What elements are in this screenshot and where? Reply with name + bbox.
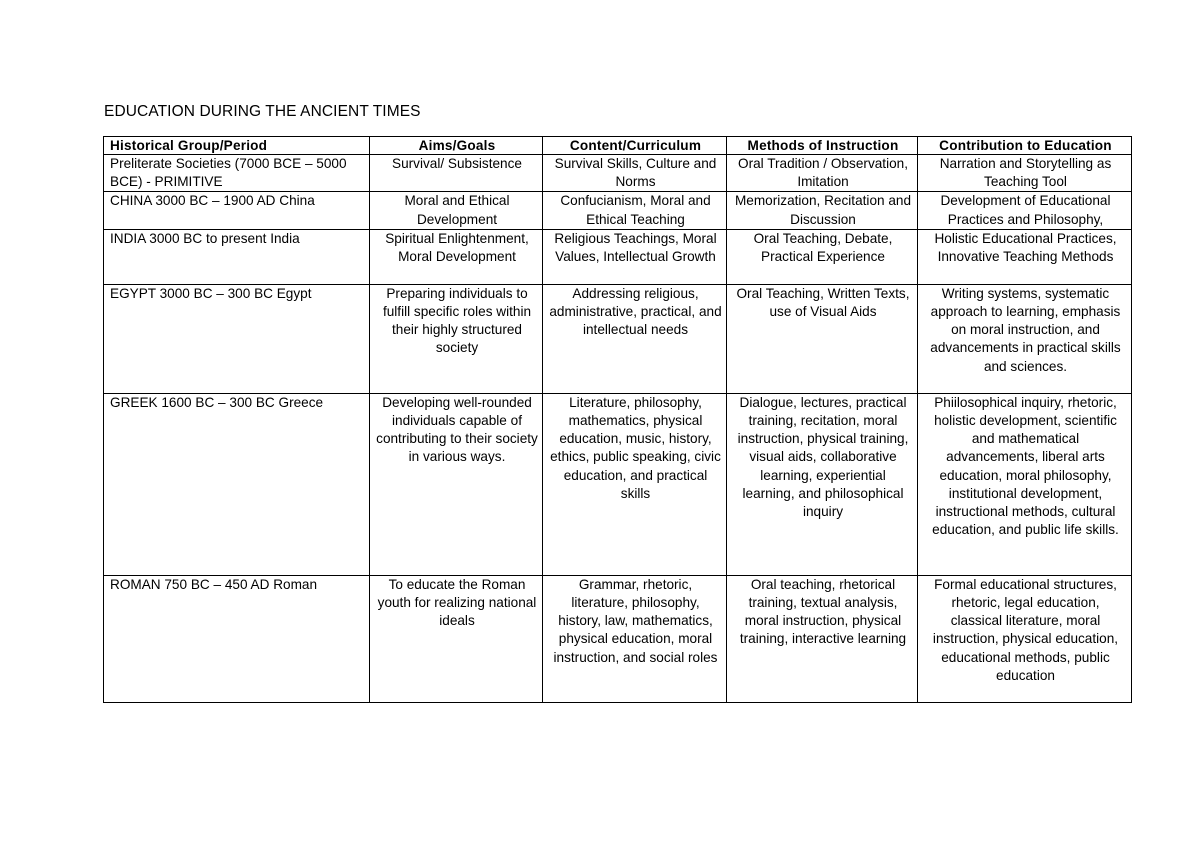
table-row — [104, 229, 1132, 284]
cell-content: Addressing religious, administrative, practical, and intellectual needs — [543, 284, 727, 393]
header-contribution-to-education: Contribution to Education — [918, 137, 1132, 155]
document-title: EDUCATION DURING THE ANCIENT TIMES — [104, 103, 421, 120]
cell-contribution: Development of Educational Practices and Philosophy, — [918, 192, 1132, 229]
table-row — [104, 192, 1132, 229]
table-header — [104, 137, 1132, 155]
cell-contribution: Formal educational structures, rhetoric, legal education, classical literature, moral instruction, physical education, educational methods, public education — [918, 575, 1132, 702]
ancient-education-table — [103, 136, 1132, 703]
header-historical-period: Historical Group/Period — [104, 137, 370, 155]
cell-aims: Moral and Ethical Development — [370, 192, 543, 229]
table-row — [104, 284, 1132, 393]
cell-contribution: Phiilosophical inquiry, rhetoric, holistic development, scientific and mathematical advancements, liberal arts education, moral philosophy, institutional development, instructional methods, cultural education, and public life skills. — [918, 393, 1132, 575]
cell-content: Grammar, rhetoric, literature, philosophy, history, law, mathematics, physical education, moral instruction, and social roles — [543, 575, 727, 702]
cell-content: Religious Teachings, Moral Values, Intellectual Growth — [543, 229, 727, 284]
table-body — [104, 155, 1132, 703]
cell-methods: Oral Tradition / Observation, Imitation — [727, 155, 918, 192]
cell-contribution: Writing systems, systematic approach to learning, emphasis on moral instruction, and advancements in practical skills and sciences. — [918, 284, 1132, 393]
cell-aims: To educate the Roman youth for realizing national ideals — [370, 575, 543, 702]
cell-methods: Dialogue, lectures, practical training, recitation, moral instruction, physical training, visual aids, collaborative learning, experiential learning, and philosophical inquiry — [727, 393, 918, 575]
cell-methods: Oral Teaching, Written Texts, use of Visual Aids — [727, 284, 918, 393]
cell-methods: Oral Teaching, Debate, Practical Experience — [727, 229, 918, 284]
cell-aims: Spiritual Enlightenment, Moral Development — [370, 229, 543, 284]
cell-period: INDIA 3000 BC to present India — [104, 229, 370, 284]
cell-aims: Developing well-rounded individuals capable of contributing to their society in various ways. — [370, 393, 543, 575]
header-content-curriculum: Content/Curriculum — [543, 137, 727, 155]
cell-aims: Preparing individuals to fulfill specific roles within their highly structured society — [370, 284, 543, 393]
table-row — [104, 393, 1132, 575]
cell-content: Confucianism, Moral and Ethical Teaching — [543, 192, 727, 229]
cell-period: CHINA 3000 BC – 1900 AD China — [104, 192, 370, 229]
cell-content: Survival Skills, Culture and Norms — [543, 155, 727, 192]
cell-contribution: Narration and Storytelling as Teaching Tool — [918, 155, 1132, 192]
cell-contribution: Holistic Educational Practices, Innovative Teaching Methods — [918, 229, 1132, 284]
header-aims-goals: Aims/Goals — [370, 137, 543, 155]
cell-methods: Oral teaching, rhetorical training, textual analysis, moral instruction, physical training, interactive learning — [727, 575, 918, 702]
table-row — [104, 575, 1132, 702]
header-methods-of-instruction: Methods of Instruction — [727, 137, 918, 155]
cell-period: GREEK 1600 BC – 300 BC Greece — [104, 393, 370, 575]
cell-period: ROMAN 750 BC – 450 AD Roman — [104, 575, 370, 702]
cell-period: EGYPT 3000 BC – 300 BC Egypt — [104, 284, 370, 393]
cell-content: Literature, philosophy, mathematics, physical education, music, history, ethics, public speaking, civic education, and practical skills — [543, 393, 727, 575]
cell-aims: Survival/ Subsistence — [370, 155, 543, 192]
header-row — [104, 137, 1132, 155]
cell-period: Preliterate Societies (7000 BCE – 5000 BCE) - PRIMITIVE — [104, 155, 370, 192]
table-row — [104, 155, 1132, 192]
cell-methods: Memorization, Recitation and Discussion — [727, 192, 918, 229]
